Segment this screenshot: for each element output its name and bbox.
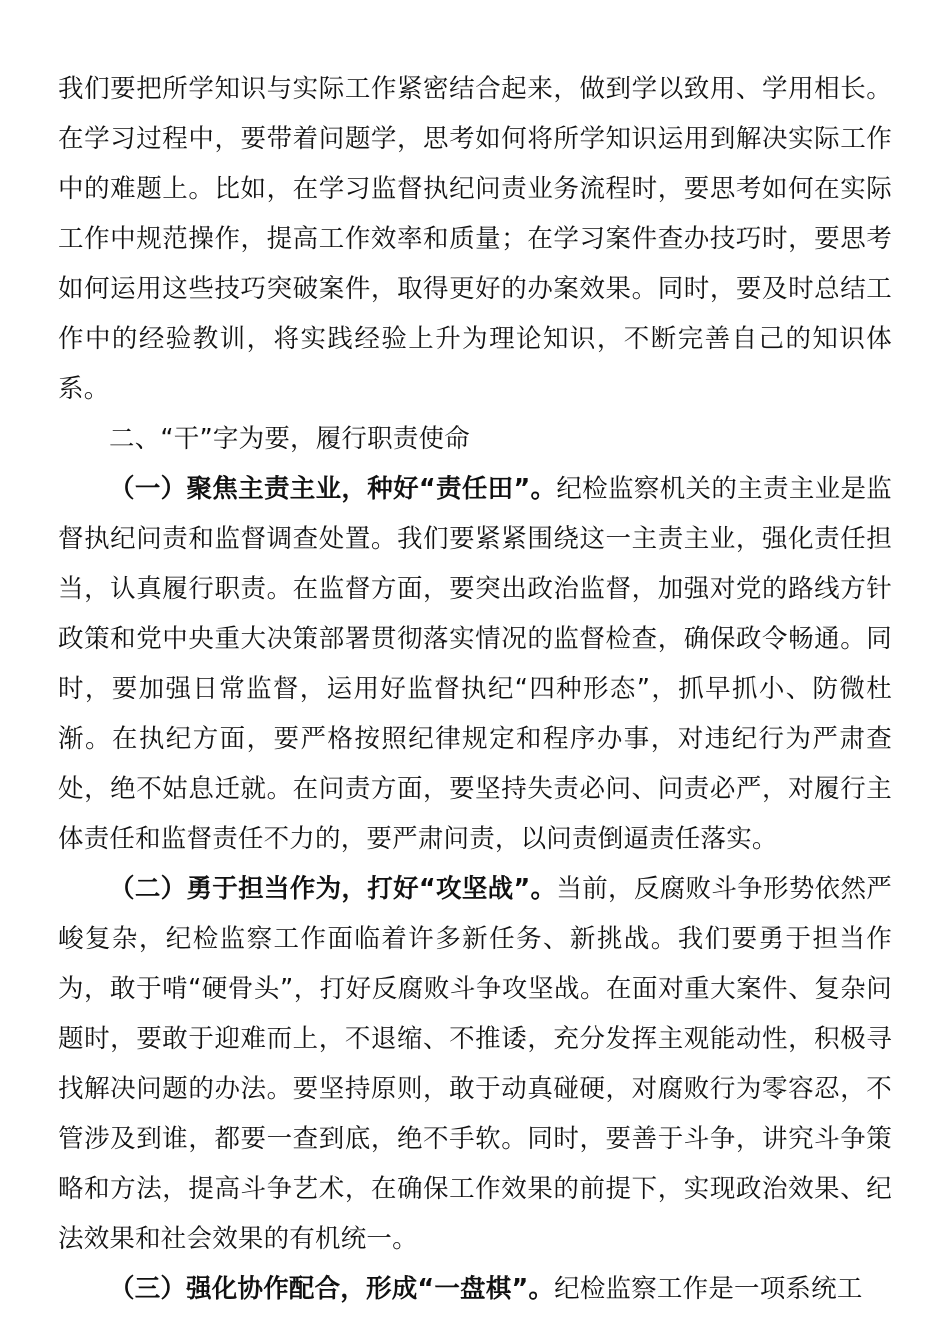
document-page [58, 64, 892, 1314]
item-3-body: 纪检监察工作是一项系统工 [554, 1274, 863, 1304]
item-2-title: （二）勇于担当作为，打好“攻坚战”。 [109, 874, 557, 904]
paragraph-item-3 [58, 1264, 892, 1314]
item-1-body: 纪检监察机关的主责主业是监督执纪问责和监督调查处置。我们要紧紧围绕这一主责主业，强化责任担当，认真履行职责。在监督方面，要突出政治监督，加强对党的路线方针政策和党中央重大决策部署贯彻落实情况的监督检查，确保政令畅通。同时，要加强日常监督，运用好监督执纪“四种形态”，抓早抓小、防微杜渐。在执纪方面，要严格按照纪律规定和程序办事，对违纪行为严肃查处，绝不姑息迁就。在问责方面，要坚持失责必问、问责必严，对履行主体责任和监督责任不力的，要严肃问责，以问责倒逼责任落实。 [58, 474, 892, 854]
paragraph-item-1 [58, 464, 892, 864]
item-3-title: （三）强化协作配合，形成“一盘棋”。 [109, 1274, 555, 1304]
paragraph-item-2 [58, 864, 892, 1264]
paragraph-study-application: 我们要把所学知识与实际工作紧密结合起来，做到学以致用、学用相长。在学习过程中，要带着问题学，思考如何将所学知识运用到解决实际工作中的难题上。比如，在学习监督执纪问责业务流程时，要思考如何在实际工作中规范操作，提高工作效率和质量；在学习案件查办技巧时，要思考如何运用这些技巧突破案件，取得更好的办案效果。同时，要及时总结工作中的经验教训，将实践经验上升为理论知识，不断完善自己的知识体系。 [58, 74, 892, 404]
item-1-title: （一）聚焦主责主业，种好“责任田”。 [109, 474, 557, 504]
item-2-body: 当前，反腐败斗争形势依然严峻复杂，纪检监察工作面临着许多新任务、新挑战。我们要勇于担当作为，敢于啃“硬骨头”，打好反腐败斗争攻坚战。在面对重大案件、复杂问题时，要敢于迎难而上，不退缩、不推诿，充分发挥主观能动性，积极寻找解决问题的办法。要坚持原则，敢于动真碰硬，对腐败行为零容忍，不管涉及到谁，都要一查到底，绝不手软。同时，要善于斗争，讲究斗争策略和方法，提高斗争艺术，在确保工作效果的前提下，实现政治效果、纪法效果和社会效果的有机统一。 [58, 874, 892, 1254]
section-heading-2: 二、“干”字为要，履行职责使命 [109, 424, 470, 454]
